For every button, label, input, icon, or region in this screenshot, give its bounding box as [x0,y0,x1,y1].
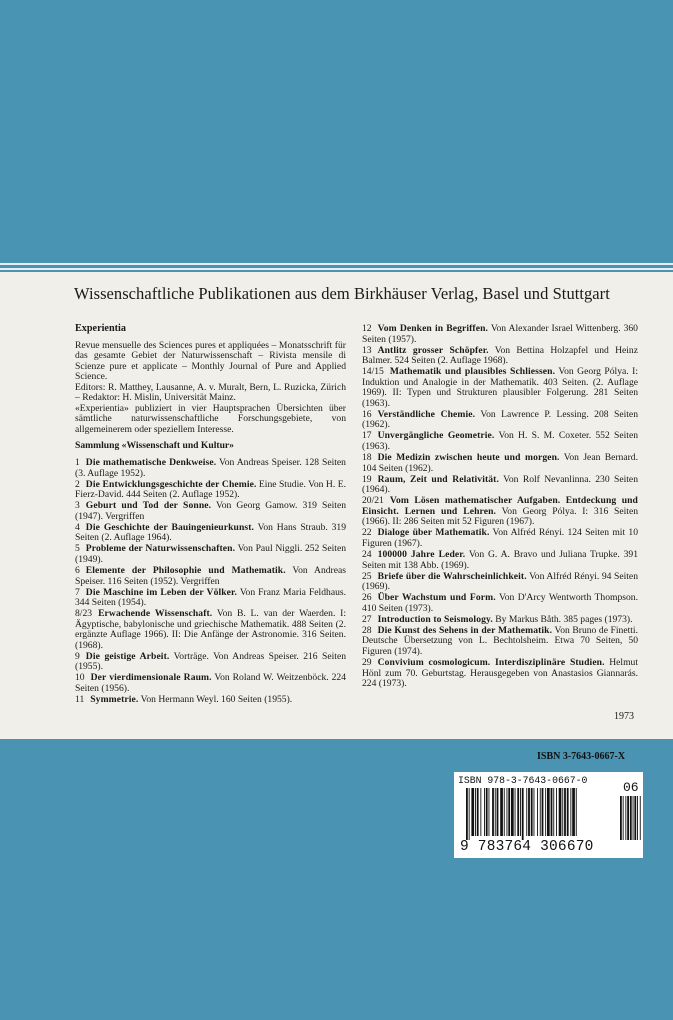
barcode-bar [522,788,524,840]
book-entry [75,566,346,587]
barcode-bar [500,788,503,836]
entry-number: 27 [362,613,372,625]
barcode-bar [562,788,563,836]
barcode-bar [484,788,485,836]
entry-number: 11 [75,694,85,706]
entry-title: Die Medizin zwischen heute und morgen. [377,452,560,464]
entry-details: Von Lawrence P. Lessing. 208 Seiten (1962). [362,408,638,431]
barcode-addon-bar [625,796,626,840]
barcode-bar [507,788,508,836]
entry-number: 8/23 [75,608,93,620]
entry-number: 2 [75,478,80,490]
barcode-bar [480,788,481,836]
book-entry [362,658,638,690]
entry-details: Von Andreas Speiser. 116 Seiten (1952). Vergriffen [75,564,346,587]
barcode-bar [504,788,505,836]
entry-number: 28 [362,624,372,636]
entry-details: Von Hermann Weyl. 160 Seiten (1955). [138,694,293,706]
entry-details: Von Bruno de Finetti. Deutsche Übersetzung von L. Bechtolsheim. Etwa 70 Seiten, 50 Figuren (1974). [362,624,638,657]
white-rule-top [0,263,673,265]
book-entry [75,609,346,651]
entry-title: Geburt und Tod der Sonne. [85,500,212,512]
barcode-bar [469,788,470,840]
book-entry [75,695,346,706]
entry-number: 4 [75,521,80,533]
barcode-bar [497,788,499,836]
barcode-bar [508,788,510,836]
publication-year: 1973 [614,711,634,722]
entry-title: Elemente der Philosophie und Mathematik. [85,564,286,576]
entry-title: Convivium cosmologicum. Interdisziplinäre Studien. [377,656,605,668]
book-entry [362,615,638,626]
entry-title: Der vierdimensionale Raum. [90,672,212,684]
book-entry [75,652,346,673]
entry-number: 17 [362,430,372,442]
entry-title: Unvergängliche Geometrie. [377,430,495,442]
entry-details: Von Alfréd Rényi. 94 Seiten (1969). [362,570,638,593]
entry-title: Dialoge über Mathematik. [377,527,490,539]
entry-details: Von Bettina Holzapfel und Heinz Balmer. 524 Seiten (2. Auflage 1968). [362,344,638,367]
entry-title: Erwachende Wissenschaft. [98,608,213,620]
book-entry [362,626,638,658]
entry-title: Über Wachstum und Form. [377,592,496,604]
book-entry [75,458,346,479]
barcode-bar [551,788,553,836]
publication-list-panel [0,272,673,739]
book-entry [362,475,638,496]
barcode-bar [477,788,479,836]
barcode-bar [559,788,562,836]
entry-number: 29 [362,656,372,668]
entry-title: Mathematik und plausibles Schliessen. [389,366,556,378]
entry-title: Vom Denken in Begriffen. [377,323,488,334]
book-entry [362,346,638,367]
barcode-bar [526,788,527,836]
barcode-bar [520,788,521,836]
entry-number: 5 [75,543,80,555]
entry-title: Introduction to Seismology. [377,613,493,625]
barcode-bar [542,788,544,836]
entry-details: Von B. L. van der Waerden. I: Ägyptische, babylonische und griechische Mathematik. 488 Seiten (2. ergänzte Auflage 1966). II: Die Anfänge der Astronomie. 316 Seiten. (1968). [75,608,346,651]
barcode-bar [567,788,569,836]
entry-details: Von G. A. Bravo und Juliana Trupke. 391 Seiten mit 138 Abb. (1969). [362,548,638,571]
barcode-bar [564,788,566,836]
barcode-addon-bar [640,796,641,840]
barcode-bar [486,788,488,836]
entry-title: Die Entwicklungsgeschichte der Chemie. [85,478,257,490]
barcode-bar [537,788,538,836]
entry-title: Briefe über die Wahrscheinlichkeit. [377,570,527,582]
book-entry [362,496,638,528]
barcode-bar [545,788,546,836]
entry-number: 22 [362,527,372,539]
barcode-bar [517,788,519,836]
barcode-bar [534,788,535,836]
entry-title: Raum, Zeit und Relativität. [377,473,499,485]
right-entry-list [362,324,638,690]
entry-details: Von Georg Pólya. I: 316 Seiten (1966). II: 286 Seiten mit 52 Figuren (1967). [362,505,638,528]
barcode-bar [553,788,554,836]
entry-number: 14/15 [362,366,384,378]
entry-number: 1 [75,457,80,469]
barcode-isbn-text: ISBN 978-3-7643-0667-0 [458,775,588,786]
entry-details: Eine Studie. Von H. E. Fierz-David. 444 Seiten (2. Auflage 1952). [75,478,346,501]
entry-details: Von Paul Niggli. 252 Seiten (1949). [75,543,347,565]
book-entry [362,367,638,409]
white-rule-bottom [0,268,673,270]
entry-details: Von Alfréd Rényi. 124 Seiten mit 10 Figuren (1967). [362,527,638,549]
entry-details: Von Andreas Speiser. 128 Seiten (3. Auflage 1952). [75,457,346,479]
book-entry [362,324,638,345]
experientia-note: «Experientia» publiziert in vier Hauptsprachen Übersichten über sämtliche naturwissenschaftliche Forschungsgebiete, von allgemeinerem oder speziellem Interesse. [75,402,346,435]
barcode-bar [531,788,533,836]
entry-details: Von Georg Gamow. 319 Seiten (1947). Vergriffen [75,500,346,522]
entry-details: Von Franz Maria Feldhaus. 344 Seiten (1954). [75,586,347,609]
barcode-bar [556,788,557,836]
entry-details: Von Alexander Israel Wittenberg. 360 Seiten (1957). [362,323,638,345]
entry-details: By Markus Båth. 385 pages (1973). [492,613,633,625]
barcode-addon-bar [630,796,632,840]
barcode-bar [570,788,571,836]
entry-title: Antlitz grosser Schöpfer. [377,344,489,356]
experientia-editors: Editors: R. Matthey, Lausanne, A. v. Muralt, Bern, L. Ruzicka, Zürich – Redaktor: H. Mislin, Universität Mainz. [75,381,346,404]
isbn-label: ISBN 3-7643-0667-X [537,751,626,762]
entry-details: Von Georg Pólya. I: Induktion und Analogie in der Mathematik. 403 Seiten. (2. Auflage 1969). II: Typen und Strukturen plausibler Folgerung. 281 Seiten (1963). [362,366,639,409]
entry-title: Symmetrie. [90,694,139,706]
entry-number: 9 [75,650,80,662]
book-entry [362,453,638,474]
entry-title: Die geistige Arbeit. [85,650,170,662]
entry-title: 100000 Jahre Leder. [377,548,466,560]
book-entry [75,501,346,522]
book-entry [362,410,638,431]
entry-title: Die Kunst des Sehens in der Mathematik. [377,624,553,636]
entry-details: Von Hans Straub. 319 Seiten (2. Auflage 1964). [75,521,346,544]
barcode-bar [576,788,577,836]
book-entry [75,480,346,501]
entry-number: 10 [75,672,85,684]
barcode-addon: 06 [623,780,639,795]
entry-number: 6 [75,564,80,576]
entry-title: Die Geschichte der Bauingenieurkunst. [85,521,255,533]
book-entry [75,544,346,565]
entry-details: Von Rolf Nevanlinna. 230 Seiten (1964). [362,473,638,496]
entry-title: Probleme der Naturwissenschaften. [85,543,236,555]
barcode-bar [540,788,541,836]
entry-number: 7 [75,586,80,598]
entry-details: Von D'Arcy Wentworth Thompson. 410 Seiten (1973). [362,592,638,614]
barcode-bar [511,788,514,836]
entry-details: Von H. S. M. Coxeter. 552 Seiten (1963). [362,430,639,453]
barcode-bar [471,788,474,836]
left-entry-list [75,458,346,706]
barcode-bar [572,788,575,836]
book-entry [362,431,638,452]
entry-title: Verständliche Chemie. [377,408,476,420]
entry-number: 25 [362,570,372,582]
barcode-bar [492,788,494,836]
entry-number: 3 [75,500,80,512]
barcode-bar [495,788,496,836]
entry-number: 24 [362,548,372,560]
entry-details: Von Jean Bernard. 104 Seiten (1962). [362,452,639,474]
barcode-bar [475,788,476,836]
entry-number: 26 [362,592,372,604]
entry-title: Die mathematische Denkweise. [85,457,217,469]
left-column [75,324,346,706]
cover-top-band [0,0,673,263]
barcode-addon-bar [634,796,636,840]
book-entry [75,673,346,694]
entry-title: Die Maschine im Leben der Völker. [85,586,238,598]
book-entry [362,593,638,614]
barcode-addon-bar [623,796,624,840]
experientia-description: Revue mensuelle des Sciences pures et appliquées – Monatsschrift für das gesamte Gebiet der Naturwissenschaft – Rivista mensile di Scienze pure et applicate – Monthly Journal of Pure and Applied Science. [75,339,346,383]
barcode-digits: 9 783764 306670 [460,839,594,855]
barcode [454,772,643,858]
barcode-bar [489,788,490,836]
sammlung-title: Sammlung «Wissenschaft und Kultur» [75,440,234,452]
entry-title: Vom Lösen mathematischer Aufgaben. Entdeckung und Einsicht. Lernen und Lehren. [362,495,638,517]
entry-number: 13 [362,344,372,356]
entry-number: 12 [362,323,372,334]
barcode-bar [515,788,516,836]
page-heading: Wissenschaftliche Publikationen aus dem Birkhäuser Verlag, Basel und Stuttgart [74,284,610,303]
entry-number: 18 [362,452,372,464]
entry-details: Helmut Hönl zum 70. Geburtstag. Herausgegeben von Anastasios Giannarás. 224 (1973). [362,656,638,690]
barcode-bar [466,788,468,840]
barcode-addon-bar [637,796,638,840]
book-entry [75,588,346,609]
barcode-addon-bar [627,796,629,840]
right-column [362,324,638,690]
experientia-title: Experientia [75,323,126,334]
barcode-bar [528,788,530,836]
entry-number: 19 [362,473,372,485]
barcode-addon-bar [633,796,634,840]
barcode-addon-bar [620,796,622,840]
book-entry [362,572,638,593]
barcode-bar [547,788,550,836]
entry-number: 20/21 [362,495,384,507]
entry-number: 16 [362,408,372,420]
book-entry [75,523,346,544]
book-entry [362,550,638,571]
entry-details: Vorträge. Von Andreas Speiser. 216 Seiten (1955). [75,650,346,673]
entry-details: Von Roland W. Weitzenböck. 224 Seiten (1956). [75,672,347,694]
book-entry [362,528,638,549]
